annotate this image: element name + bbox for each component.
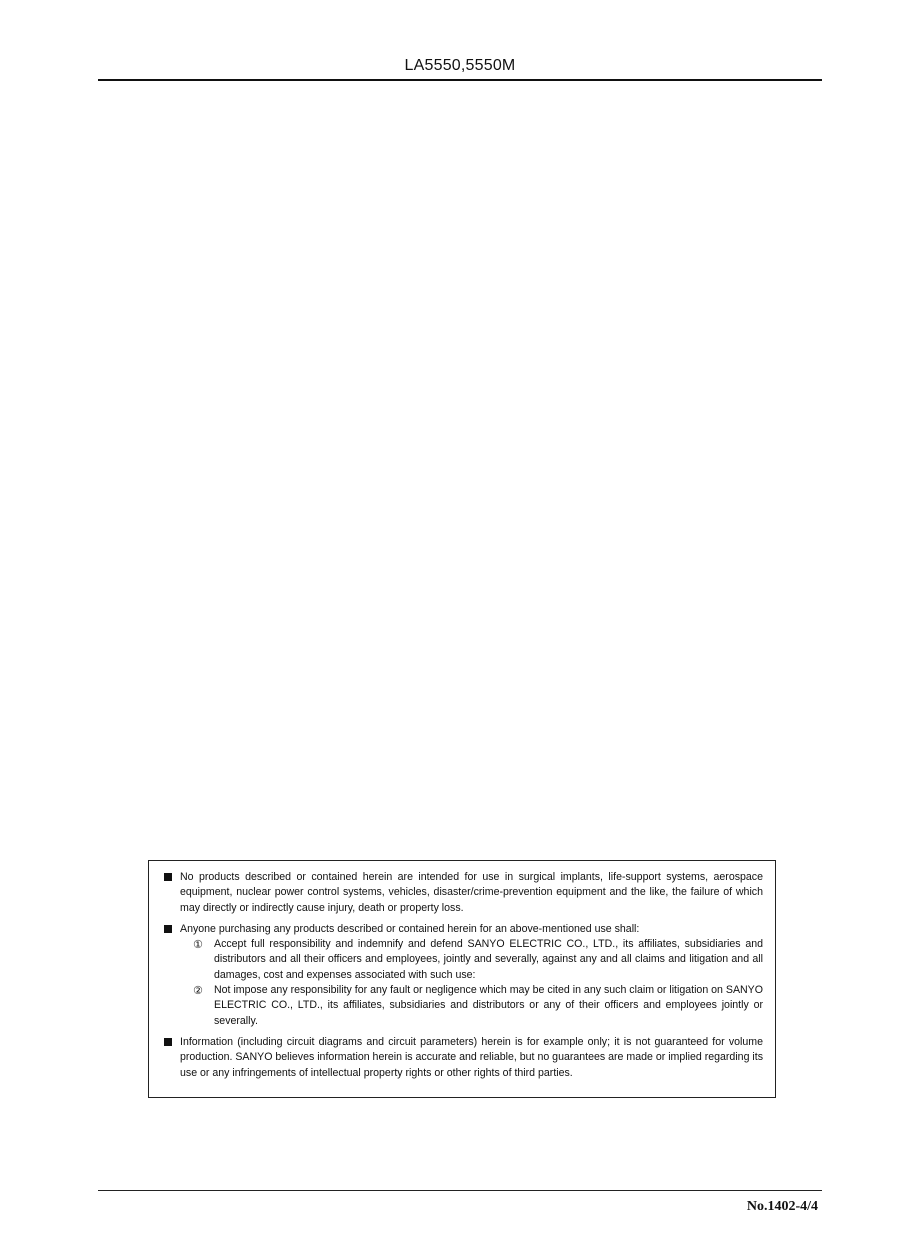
sub-item-2: [180, 983, 763, 1029]
sub-item-text: Accept full responsibility and indemnify and defend SANYO ELECTRIC CO., LTD., its affiliates, subsidiaries and distributors and all their officers and employees, jointly and severally, against any and all claims and litigation and all damages, cost and expenses associated with such use:: [214, 938, 763, 981]
sub-item-1: [180, 937, 763, 983]
notice-text: No products described or contained herein are intended for use in surgical implants, life-support systems, aerospace equipment, nuclear power control systems, vehicles, disaster/crime-prevention equipment and the like, the failure of which may directly or indirectly cause injury, death or property loss.: [180, 871, 763, 914]
page-header-title: LA5550,5550M: [404, 57, 516, 74]
notice-text: Information (including circuit diagrams and circuit parameters) herein is for example only; it is not guaranteed for volume production. SANYO believes information herein is accurate and reliable, but no guarantees are made or implied regarding its use or any infringements of intellectual property rights or other rights of third parties.: [180, 1035, 763, 1079]
sub-item-text: Not impose any responsibility for any fault or negligence which may be cited in any such claim or litigation on SANYO ELECTRIC CO., LTD., its affiliates, subsidiaries and distributors or any of their officers and employees jointly or severally.: [214, 984, 763, 1027]
notice-item-3: [163, 1035, 763, 1081]
bullet-square-icon: [164, 925, 172, 933]
notice-item-2: [163, 922, 763, 1029]
notice-text: Anyone purchasing any products described or contained herein for an above-mentioned use shall:: [180, 922, 640, 935]
page-number: No.1402-4/4: [746, 1199, 818, 1214]
footer-rule: [98, 1190, 822, 1191]
bullet-square-icon: [164, 873, 172, 881]
circled-two-marker: ②: [193, 984, 203, 998]
header-rule: [98, 79, 822, 81]
notice-item-1: [163, 870, 763, 916]
disclaimer-notice-box: [148, 860, 776, 1098]
circled-one-marker: ①: [193, 938, 203, 952]
bullet-square-icon: [164, 1038, 172, 1046]
